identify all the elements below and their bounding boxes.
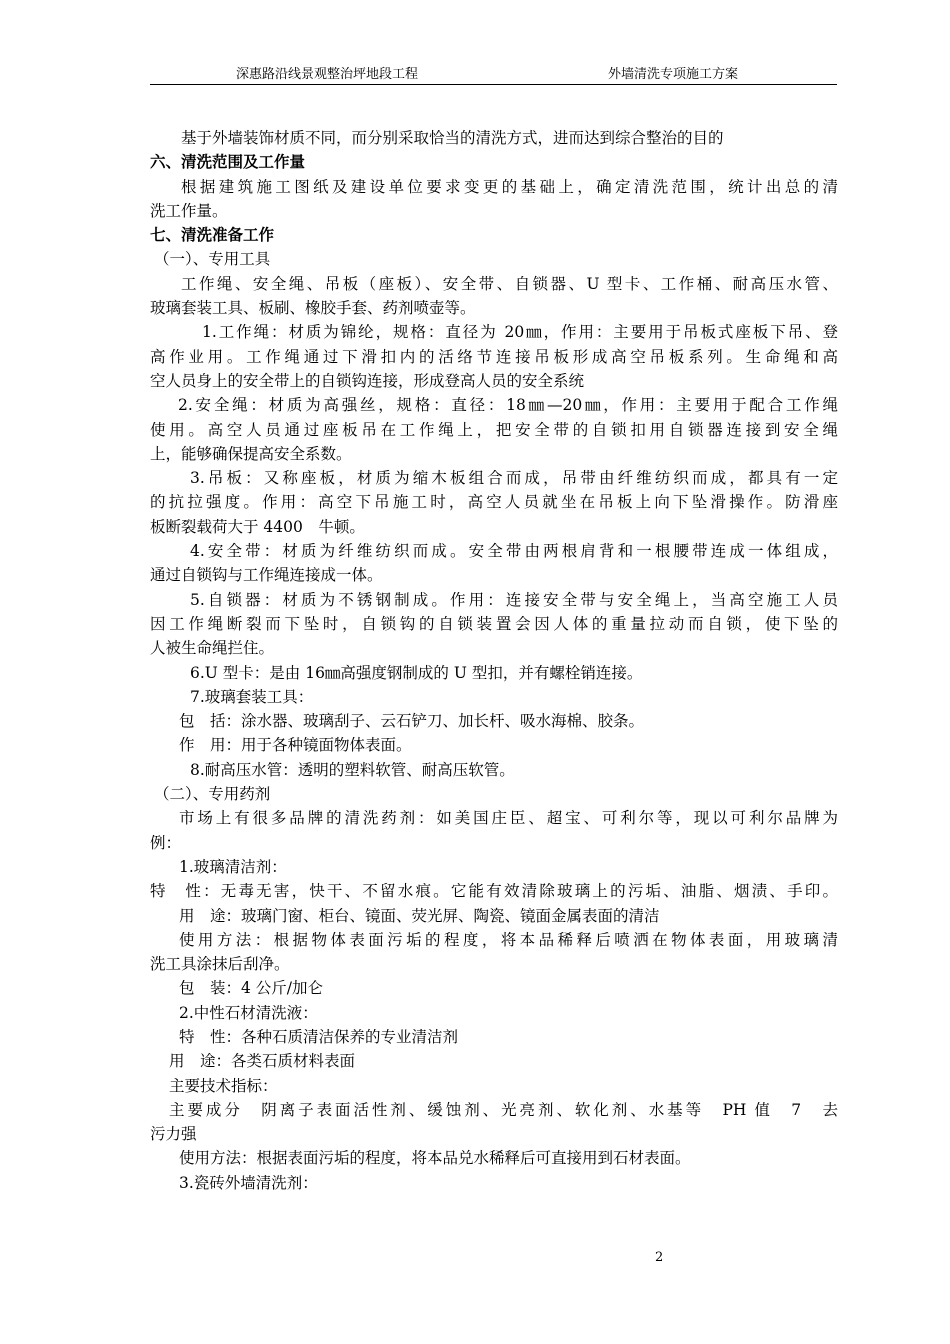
paragraph-line: 包 括：涂水器、玻璃刮子、云石铲刀、加长杆、吸水海棉、胶条。 [179, 712, 645, 731]
section-heading: 六、清洗范围及工作量 [150, 152, 306, 172]
paragraph-line: 人被生命绳拦住。 [150, 639, 275, 658]
paragraph-line: 基于外墙装饰材质不同，而分别采取恰当的清洗方式，进而达到综合整治的目的 [181, 129, 724, 147]
header-divider [150, 84, 837, 85]
paragraph-line: 洗工作量。 [150, 201, 228, 220]
section-heading: 七、清洗准备工作 [150, 225, 275, 245]
list-item: 8.耐高压水管：透明的塑料软管、耐高压软管。 [190, 760, 515, 779]
paragraph-line: 工作绳、安全绳、吊板（座板）、安全带、自锁器、U 型卡、工作桶、耐高压水管、 [181, 274, 838, 293]
header-left-title: 深惠路沿线景观整治坪地段工程 [236, 67, 419, 82]
paragraph-line: 空人员身上的安全带上的自锁钩连接，形成登高人员的安全系统 [150, 371, 585, 390]
list-item: 7.玻璃套装工具： [190, 687, 314, 706]
paragraph-line: 玻璃套装工具、板刷、橡胶手套、药剂喷壶等。 [150, 299, 476, 318]
paragraph-line: 因工作绳断裂而下坠时，自锁钩的自锁装置会因人体的重量拉动而自锁，使下坠的 [150, 614, 838, 633]
paragraph-line: 高作业用。工作绳通过下滑扣内的活络节连接吊板形成高空吊板系列。生命绳和高 [150, 347, 838, 366]
list-item: 2.安全绳：材质为高强丝，规格：直径：18㎜—20㎜，作用：主要用于配合工作绳 [178, 396, 838, 415]
paragraph-line: 使用方法：根据表面污垢的程度，将本品兑水稀释后可直接用到石材表面。 [179, 1149, 691, 1168]
list-item: 4.安全带：材质为纤维纺织而成。安全带由两根肩背和一根腰带连成一体组成， [190, 542, 838, 561]
paragraph-line: 市场上有很多品牌的清洗药剂：如美国庄臣、超宝、可利尔等，现以可利尔品牌为 [179, 809, 838, 828]
paragraph-line: 例： [150, 833, 182, 852]
list-item: 1.玻璃清洁剂： [179, 857, 287, 876]
paragraph-line: 板断裂载荷大于 4400 牛顿。 [150, 517, 365, 536]
list-item: 2.中性石材清洗液： [179, 1003, 318, 1022]
paragraph-line: 用 途：玻璃门窗、柜台、镜面、荧光屏、陶瓷、镜面金属表面的清洁 [179, 906, 660, 925]
paragraph-line: 使用。高空人员通过座板吊在工作绳上，把安全带的自锁扣用自锁器连接到安全绳 [150, 420, 838, 439]
list-item: 5.自锁器：材质为不锈钢制成。作用：连接安全带与安全绳上，当高空施工人员 [190, 590, 838, 609]
paragraph-line: 作 用：用于各种镜面物体表面。 [179, 736, 412, 755]
paragraph-line: 根据建筑施工图纸及建设单位要求变更的基础上，确定清洗范围，统计出总的清 [181, 177, 838, 196]
document-body [150, 126, 838, 1195]
list-item: 1.工作绳：材质为锦纶，规格：直径为 20㎜，作用：主要用于吊板式座板下吊、登 [202, 323, 838, 342]
list-item: 3.吊板：又称座板，材质为缩木板组合而成，吊带由纤维纺织而成，都具有一定 [190, 469, 838, 488]
subsection-heading: （二）、专用药剂 [154, 785, 271, 804]
paragraph-line: 上，能够确保提高安全系数。 [150, 444, 352, 463]
header-right-title: 外墙清洗专项施工方案 [608, 67, 739, 82]
subsection-heading: （一）、专用工具 [154, 250, 271, 269]
paragraph-line: 使用方法：根据物体表面污垢的程度，将本品稀释后喷洒在物体表面，用玻璃清 [179, 930, 838, 949]
paragraph-line: 特 性：无毒无害，快干、不留水痕。它能有效清除玻璃上的污垢、油脂、烟渍、手印。 [150, 882, 838, 901]
paragraph-line: 通过自锁钩与工作绳连接成一体。 [150, 566, 383, 585]
paragraph-line: 包 装：4 公斤/加仑 [179, 979, 324, 998]
paragraph-line: 的抗拉强度。作用：高空下吊施工时，高空人员就坐在吊板上向下坠滑操作。防滑座 [150, 493, 838, 512]
paragraph-line: 特 性：各种石质清洁保养的专业清洁剂 [179, 1027, 459, 1046]
paragraph-line: 主要技术指标： [169, 1076, 278, 1095]
paragraph-line: 主要成分 阴离子表面活性剂、缓蚀剂、光亮剂、软化剂、水基等 PH 值 7 去 [169, 1100, 838, 1119]
paragraph-line: 污力强 [150, 1125, 197, 1144]
list-item: 6.U 型卡：是由 16㎜高强度钢制成的 U 型扣，并有螺栓销连接。 [190, 663, 643, 682]
page-number: 2 [655, 1250, 664, 1265]
paragraph-line: 用 途：各类石质材料表面 [169, 1052, 356, 1071]
paragraph-line: 洗工具涂抹后刮净。 [150, 955, 290, 974]
list-item: 3.瓷砖外墙清洗剂： [179, 1173, 318, 1192]
